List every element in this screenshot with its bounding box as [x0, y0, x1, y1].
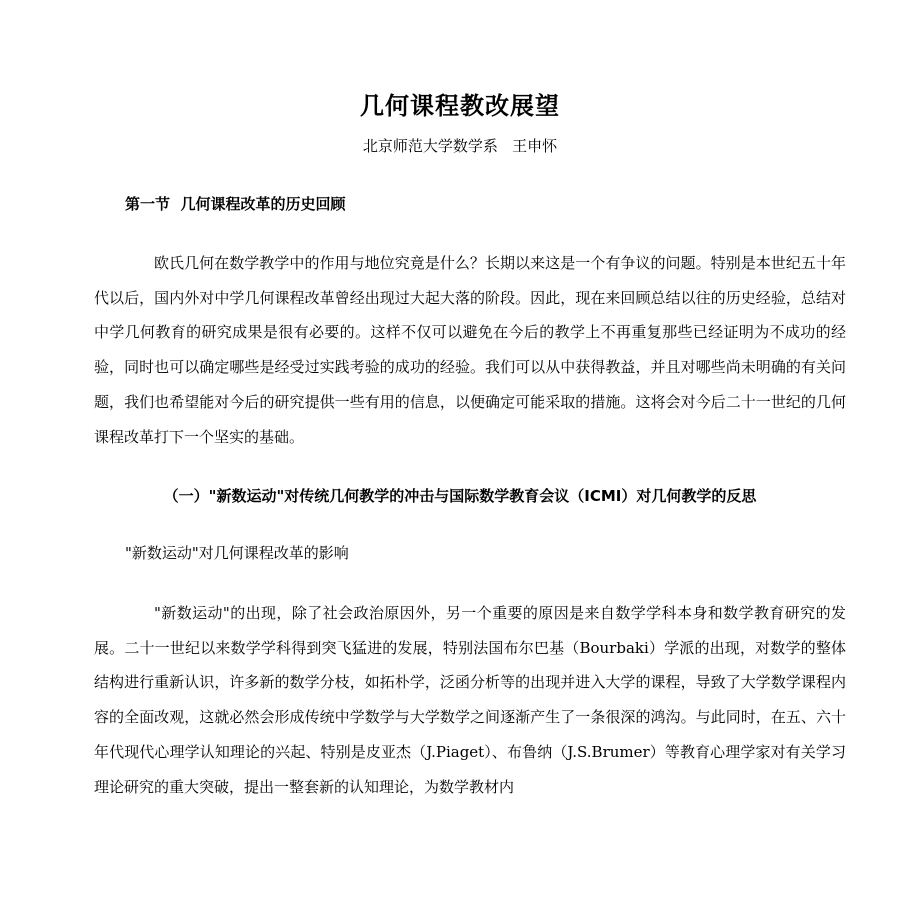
- section-heading: 第一节 几何课程改革的历史回顾: [125, 195, 346, 213]
- paragraph-new-math-movement: "新数运动"的出现，除了社会政治原因外，另一个重要的原因是来自数学学科本身和数学教育研究的发展。二十一世纪以来数学学科得到突飞猛进的发展，特别法国布尔巴基（Bourbaki）学派的出现，对数学的整体结构进行重新认识，许多新的数学分枝，如拓朴学，泛函分析等的出现并进入大学的课程，导致了大学数学课程内容的全面改观，这就必然会形成传统中学数学与大学数学之间逐渐产生了一条很深的鸿沟。与此同时，在五、六十年代现代心理学认知理论的兴起、特别是皮亚杰（J.Piaget）、布鲁纳（J.S.Brumer）等教育心理学家对有关学习理论研究的重大突破，提出一整套新的认知理论，为数学教材内: [94, 604, 846, 796]
- author-line: 北京师范大学数学系 王申怀: [362, 137, 558, 155]
- document-title: 几何课程教改展望: [360, 92, 560, 120]
- minor-heading: "新数运动"对几何课程改革的影响: [125, 544, 349, 562]
- paragraph-history-review: 欧氏几何在数学教学中的作用与地位究竟是什么？长期以来这是一个有争议的问题。特别是本世纪五十年代以后，国内外对中学几何课程改革曾经出现过大起大落的阶段。因此，现在来回顾总结以往的历史经验，总结对中学几何教育的研究成果是很有必要的。这样不仅可以避免在今后的教学上不再重复那些已经证明为不成功的经验，同时也可以确定哪些是经受过实践考验的成功的经验。我们可以从中获得教益，并且对哪些尚未明确的有关问题，我们也希望能对今后的研究提供一些有用的信息，以便确定可能采取的措施。这将会对今后二十一世纪的几何课程改革打下一个坚实的基础。: [94, 254, 846, 446]
- subsection-heading: （一）"新数运动"对传统几何教学的冲击与国际数学教育会议（ICMI）对几何教学的反思: [163, 487, 757, 505]
